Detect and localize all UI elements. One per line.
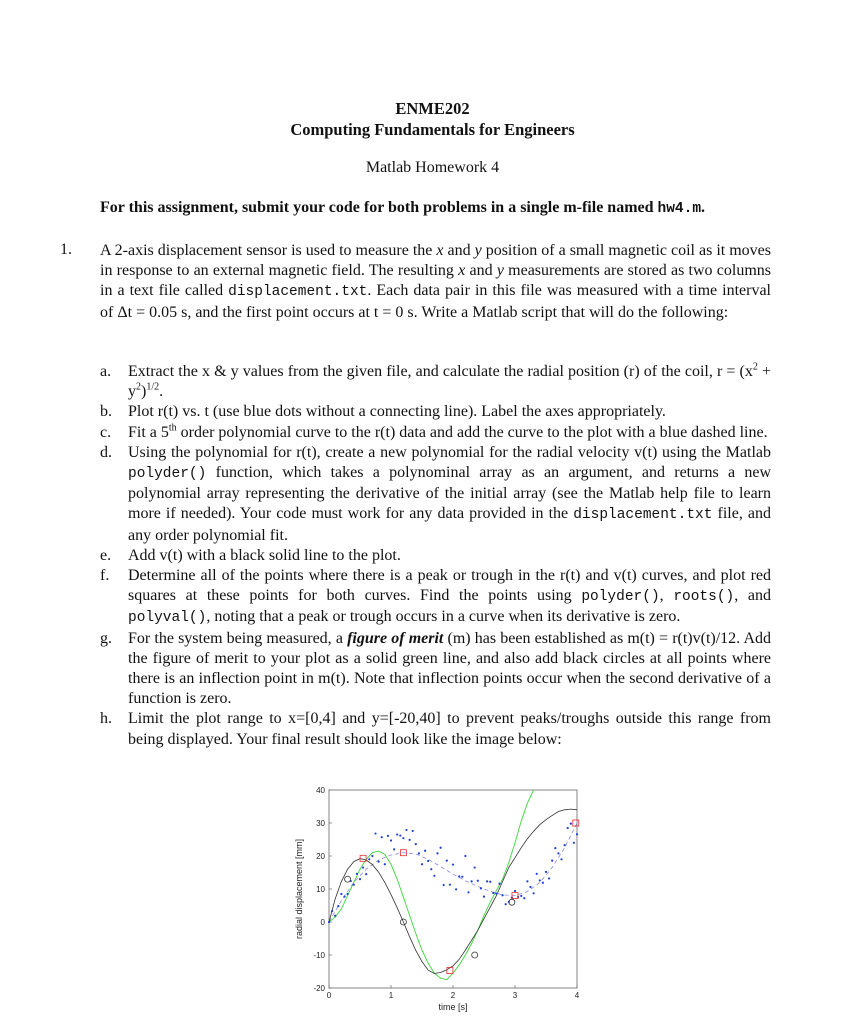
data-point (576, 833, 578, 835)
data-point (461, 876, 463, 878)
data-point (557, 852, 559, 854)
data-point (368, 858, 370, 860)
course-name: Computing Fundamentals for Engineers (290, 120, 575, 139)
data-point (498, 883, 500, 885)
data-point (399, 834, 401, 836)
data-point (495, 893, 497, 895)
data-point (452, 863, 454, 865)
task-item-e: e. Add v(t) with a black solid line to the plot. (100, 546, 401, 564)
data-point (378, 861, 380, 863)
data-point (523, 897, 525, 899)
data-point (455, 888, 457, 890)
data-point (331, 910, 333, 912)
y-tick-label: 40 (316, 786, 325, 795)
data-point (449, 884, 451, 886)
submission-instructions (100, 199, 780, 217)
data-point (467, 891, 469, 893)
data-point (374, 832, 376, 834)
data-point (436, 852, 438, 854)
data-point (430, 868, 432, 870)
plot-svg (287, 777, 587, 1017)
data-point (424, 850, 426, 852)
data-point (446, 860, 448, 862)
data-point (570, 823, 572, 825)
data-point (433, 875, 435, 877)
data-point (365, 873, 367, 875)
data-point (545, 871, 547, 873)
problem-statement: A 2-axis displacement sensor is used to measure the x and y position of a small magnetic coil as it moves in response to an external magnetic field. The resulting x and y measurements are stored as two columns in a text file called displacement.txt. Each data pair in this file was measured with a time interval of Δt = 0.05 s, and the first point occurs at t = 0 s. Write a Matlab script that will do the following: (100, 242, 772, 321)
data-point (514, 890, 516, 892)
data-point (539, 879, 541, 881)
y-tick-label: 0 (320, 918, 325, 927)
data-point (427, 860, 429, 862)
data-point (384, 863, 386, 865)
data-point (542, 882, 544, 884)
data-point (560, 858, 562, 860)
data-point (359, 878, 361, 880)
data-point (371, 855, 373, 857)
data-point (337, 905, 339, 907)
y-tick-label: -10 (313, 951, 325, 960)
task-item-c: c. Fit a 5th order polynomial curve to the r(t) data and add the curve to the plot with a blue dashed line. (100, 422, 768, 441)
data-point (567, 827, 569, 829)
data-point (443, 884, 445, 886)
document-header (0, 99, 865, 177)
y-tick-label: 10 (316, 885, 325, 894)
y-axis-label: radial displacement [mm] (294, 838, 304, 940)
data-point (492, 892, 494, 894)
data-point (409, 839, 411, 841)
x-tick-label: 0 (326, 991, 332, 1000)
task-item-b: b. Plot r(t) vs. t (use blue dots without a connecting line). Label the axes appropriately. (100, 403, 666, 421)
data-point (529, 886, 531, 888)
data-point (548, 877, 550, 879)
data-point (526, 880, 528, 882)
data-point (393, 848, 395, 850)
y-tick-label: -20 (313, 984, 325, 993)
data-point (520, 895, 522, 897)
data-point (464, 855, 466, 857)
data-point (347, 893, 349, 895)
data-point (415, 843, 417, 845)
data-point (328, 921, 330, 923)
data-point (356, 873, 358, 875)
data-point (334, 915, 336, 917)
intro-period: . (701, 199, 706, 216)
x-tick-label: 4 (574, 991, 580, 1000)
data-point (477, 880, 479, 882)
data-point (353, 884, 355, 886)
data-point (564, 844, 566, 846)
data-point (390, 839, 392, 841)
plot-frame (329, 790, 577, 988)
problem-number: 1. (60, 241, 72, 258)
x-tick-label: 1 (388, 991, 394, 1000)
data-point (474, 866, 476, 868)
intro-filename: hw4.m (657, 201, 702, 217)
task-item-a: a. Extract the x & y values from the given file, and calculate the radial position (r) of the coil, $r = (x^2 + y^2)^{1/2}$. (100, 361, 771, 401)
assignment-title: Matlab Homework 4 (365, 159, 500, 176)
example-plot (287, 777, 587, 1017)
data-point (458, 875, 460, 877)
data-point (486, 880, 488, 882)
data-point (362, 866, 364, 868)
data-point (396, 833, 398, 835)
data-point (551, 860, 553, 862)
data-point (554, 847, 556, 849)
data-point (421, 863, 423, 865)
y-tick-label: 20 (316, 852, 325, 861)
data-point (489, 881, 491, 883)
data-point (533, 892, 535, 894)
data-point (405, 829, 407, 831)
data-point (502, 894, 504, 896)
data-point (412, 830, 414, 832)
task-item-f: f. Determine all of the points where there is a peak or trough in the r(t) and v(t) curves, and plot red squares at these points for both curves. Find the points using polyder(), roots(), and polyval(), noting that a peak or trough occurs in a curve when its derivative is zero. (100, 567, 772, 627)
data-point (536, 873, 538, 875)
task-item-h: h. Limit the plot range to x=[0,4] and y=[-20,40] to prevent peaks/troughs outside this range from being displayed. Your final result should look like the image below: (100, 710, 771, 748)
task-item-g: g. For the system being measured, a figure of merit (m) has been established as m(t) = r(t)v(t)/12. Add the figure of merit to your plot as a solid green line, and also add black circles at all points where there is an inflection point in m(t). Note that inflection points occur when the second derivative of a function is zero. (100, 629, 771, 708)
intro-text: For this assignment, submit your code for both problems in a single m-file named (100, 199, 658, 216)
data-point (343, 895, 345, 897)
data-point (402, 837, 404, 839)
task-item-d: d. Using the polynomial for r(t), create a new polynomial for the radial velocity v(t) using the Matlab polyder() function, which takes a polynominal array as an argument, and returns a new polynomial array representing the derivative of the initial array (see the Matlab help file to learn more if needed). Your code must work for any data provided in the displacement.txt file, and any order polynomial fit. (100, 443, 771, 544)
data-point (483, 895, 485, 897)
x-tick-label: 3 (512, 991, 518, 1000)
data-point (480, 887, 482, 889)
data-point (505, 903, 507, 905)
data-point (387, 835, 389, 837)
task-list (100, 362, 771, 750)
data-point (381, 836, 383, 838)
x-tick-label: 2 (450, 991, 456, 1000)
data-point (471, 880, 473, 882)
data-point (440, 847, 442, 849)
problem-filename: displacement.txt (228, 284, 368, 301)
x-axis-label: time [s] (438, 1002, 468, 1012)
data-point (573, 842, 575, 844)
data-point (418, 852, 420, 854)
data-point (340, 893, 342, 895)
y-tick-label: 30 (316, 819, 325, 828)
course-code: ENME202 (395, 99, 470, 118)
